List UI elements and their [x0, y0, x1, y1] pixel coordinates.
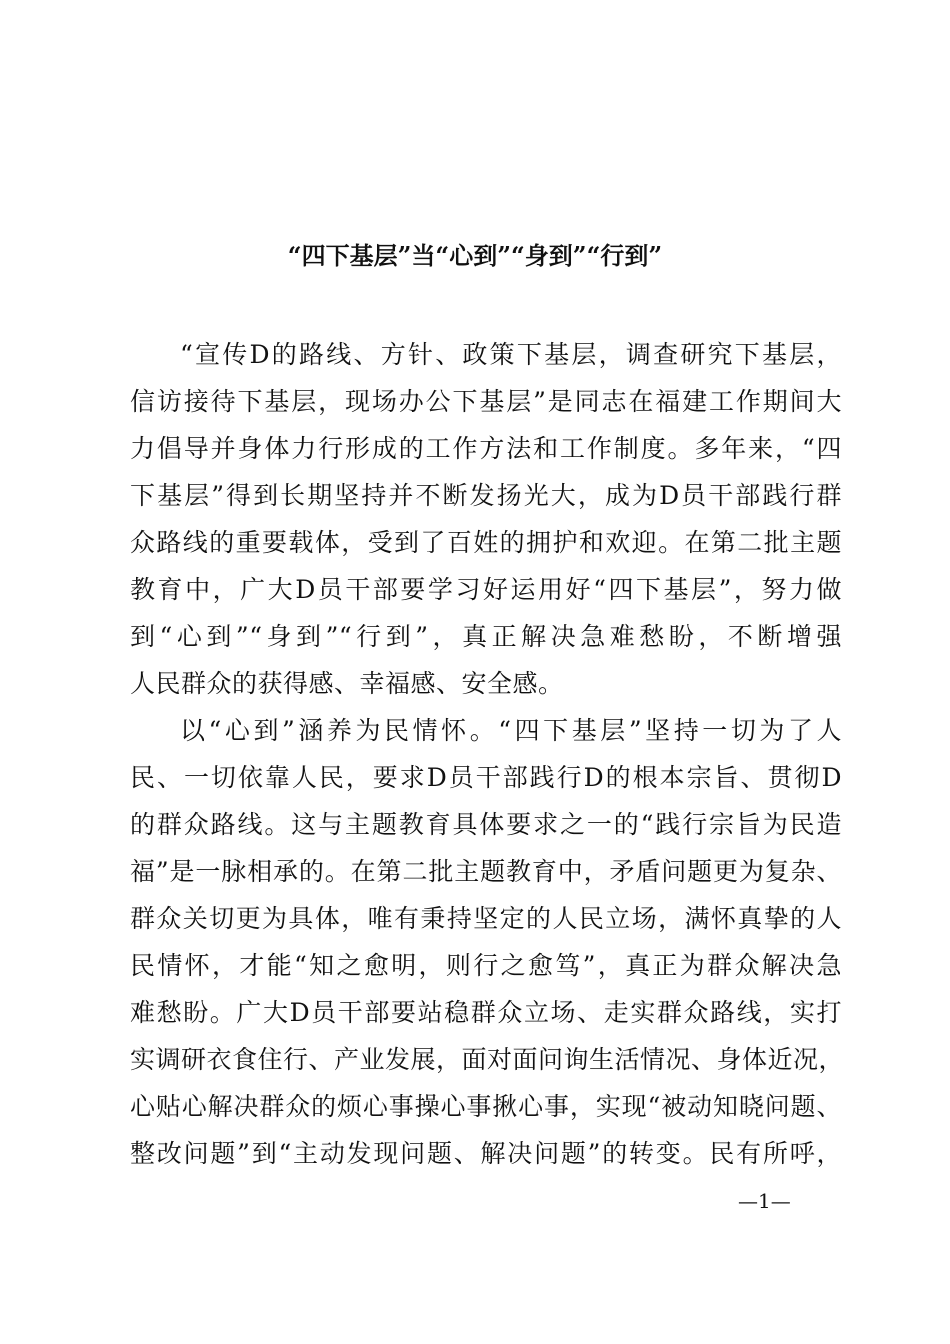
- paragraph-line: 实调研衣食住行、产业发展，面对面问询生活情况、身体近况，: [130, 1045, 845, 1074]
- page-number: —1—: [738, 1189, 791, 1213]
- paragraph-line: 下基层”得到长期坚持并不断发扬光大，成为D员干部践行群: [130, 481, 842, 510]
- paragraph-line: 民情怀，才能“知之愈明，则行之愈笃”，真正为群众解决急: [130, 951, 842, 980]
- paragraph-line: 众路线的重要载体，受到了百姓的拥护和欢迎。在第二批主题: [130, 528, 842, 557]
- paragraph-line: 群众关切更为具体，唯有秉持坚定的人民立场，满怀真挚的人: [130, 904, 842, 933]
- paragraph-1: [130, 331, 842, 707]
- paragraph-line: 的群众路线。这与主题教育具体要求之一的“践行宗旨为民造: [130, 810, 842, 839]
- paragraph-line: 以“心到”涵养为民情怀。“四下基层”坚持一切为了人: [180, 716, 842, 745]
- paragraph-2: [130, 707, 845, 1177]
- paragraph-line: 难愁盼。广大D员干部要站稳群众立场、走实群众路线，实打: [130, 998, 842, 1027]
- paragraph-line: 心贴心解决群众的烦心事操心事揪心事，实现“被动知晓问题、: [130, 1092, 842, 1121]
- document-title: “四下基层”当“心到”“身到”“行到”: [287, 241, 663, 270]
- paragraph-line: “宣传D的路线、方针、政策下基层，调查研究下基层，: [180, 340, 842, 369]
- document-body: [130, 331, 845, 1177]
- paragraph-line: 到“心到”“身到”“行到”，真正解决急难愁盼，不断增强: [130, 622, 842, 651]
- paragraph-line: 民、一切依靠人民，要求D员干部践行D的根本宗旨、贯彻D: [130, 763, 842, 792]
- paragraph-line: 教育中，广大D员干部要学习好运用好“四下基层”，努力做: [130, 575, 842, 604]
- paragraph-line: 人民群众的获得感、幸福感、安全感。: [130, 669, 564, 698]
- paragraph-line: 福”是一脉相承的。在第二批主题教育中，矛盾问题更为复杂、: [130, 857, 842, 886]
- paragraph-line: 整改问题”到“主动发现问题、解决问题”的转变。民有所呼，: [130, 1139, 842, 1168]
- paragraph-line: 力倡导并身体力行形成的工作方法和工作制度。多年来，“四: [130, 434, 842, 463]
- paragraph-line: 信访接待下基层，现场办公下基层”是同志在福建工作期间大: [130, 387, 842, 416]
